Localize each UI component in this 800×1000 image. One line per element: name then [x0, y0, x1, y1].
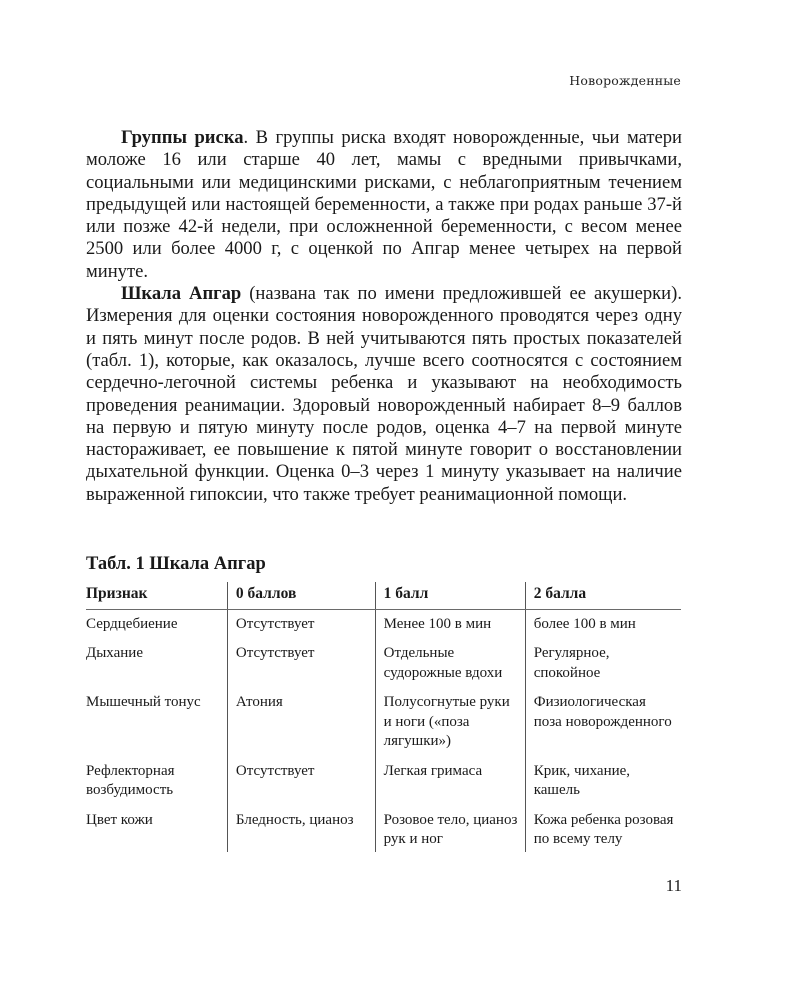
- paragraph-lead: Группы риска: [121, 127, 244, 148]
- table-cell: Отсутствует: [227, 639, 375, 688]
- table-cell: Легкая гримаса: [375, 757, 525, 806]
- table-cell: более 100 в мин: [525, 609, 681, 639]
- apgar-table: [86, 582, 681, 852]
- column-header-0-points: 0 баллов: [227, 582, 375, 609]
- table-cell: Дыхание: [86, 645, 143, 661]
- table-cell: Отсутствует: [227, 609, 375, 639]
- table-row: [86, 639, 681, 688]
- table-cell: Розовое тело, цианоз рук и ног: [375, 806, 525, 852]
- running-header: Новорожденные: [569, 73, 681, 88]
- table-cell: Бледность, цианоз: [227, 806, 375, 852]
- table-title: Табл. 1 Шкала Апгар: [86, 554, 266, 574]
- paragraph-apgar-scale: [86, 283, 682, 506]
- paragraph-body: . В группы риска входят новорожденные, чьи матери моложе 16 или старше 40 лет, мамы с вредными привычками, социальными или медицинскими рисками, с неблагоприятным течением предыдущей или настоящей беременности, а также при родах раньше 37-й или позже 42-й недели, при осложненной беременности, с весом менее 2500 или более 4000 г, с оценкой по Апгар менее четырех на первой минуте.: [86, 127, 683, 282]
- table-cell: Отсутствует: [227, 757, 375, 806]
- table-row: [86, 806, 681, 852]
- table-row: [86, 688, 681, 757]
- body-text: [86, 127, 682, 506]
- table-cell: Менее 100 в мин: [375, 609, 525, 639]
- table-row: [86, 609, 681, 639]
- table-cell: Цвет кожи: [86, 811, 153, 828]
- table-cell: Отдельные судорожные вдохи: [375, 639, 525, 688]
- table-cell: Регулярное, спокойное: [525, 639, 681, 688]
- table-cell: Рефлекторная возбудимость: [86, 762, 175, 798]
- paragraph-lead: Шкала Апгар: [121, 283, 242, 305]
- table-cell: Сердцебиение: [86, 615, 178, 632]
- column-header-sign: Признак: [86, 582, 227, 609]
- table-cell: Крик, чихание, кашель: [525, 757, 681, 806]
- column-header-2-points: 2 балла: [525, 582, 681, 609]
- table-header-row: [86, 582, 681, 609]
- paragraph-risk-groups: [86, 127, 682, 283]
- table-row: [86, 757, 681, 806]
- column-header-1-point: 1 балл: [375, 582, 525, 609]
- table-cell: Мышечный тонус: [86, 694, 201, 710]
- table-cell: Атония: [227, 688, 375, 757]
- page-number: 11: [665, 876, 682, 895]
- table-cell: Физиологическая поза новорожденного: [525, 688, 681, 757]
- table-cell: Кожа ребенка розовая по всему телу: [525, 806, 681, 852]
- table-cell: Полусогнутые руки и ноги («поза лягушки»): [375, 688, 525, 757]
- paragraph-body: (названа так по имени предложившей ее акушерки). Измерения для оценки состояния новорожденного проводятся через одну и пять минут после родов. В ней учитываются пять простых показателей (табл. 1), которые, как оказалось, лучше всего соотносятся с состоянием сердечно-легочной системы ребенка и указывают на необходимость проведения реанимации. Здоровый новорожденный набирает 8–9 баллов на первую и пятую минуту после родов, оценка 4–7 на первой минуте настораживает, ее повышение к пятой минуте говорит о восстановлении дыхательной функции. Оценка 0–3 через 1 минуту указывает на наличие выраженной гипоксии, что также требует реанимационной помощи.: [86, 283, 682, 505]
